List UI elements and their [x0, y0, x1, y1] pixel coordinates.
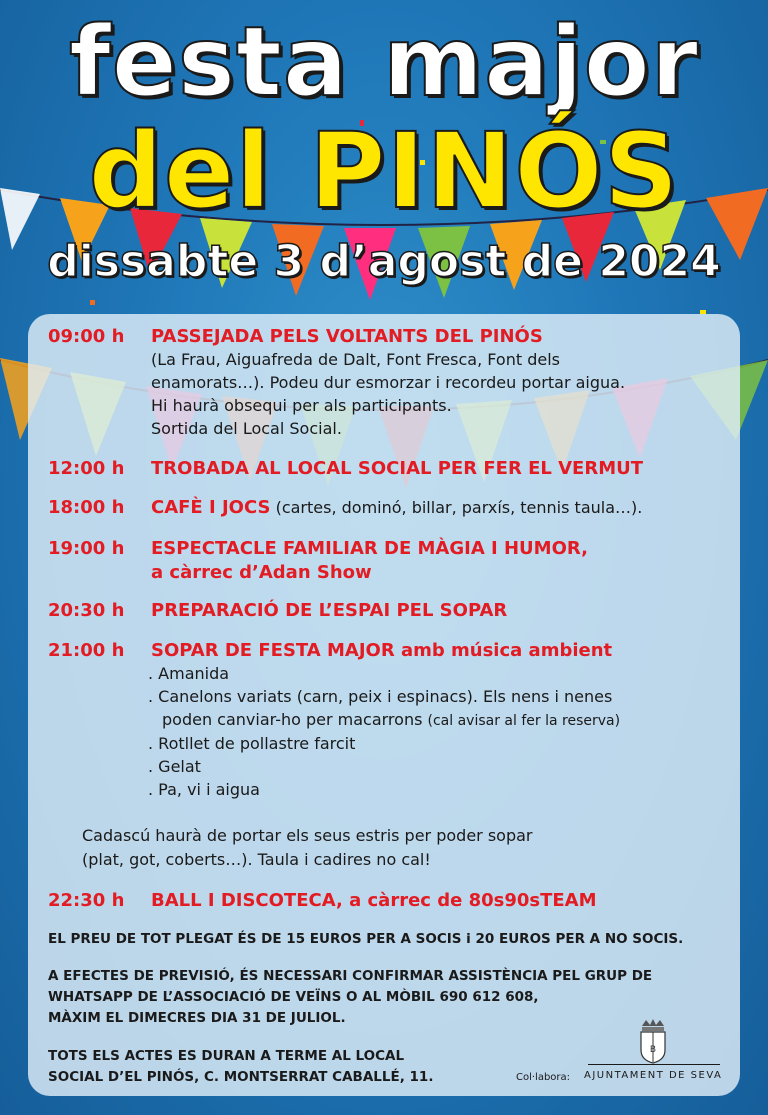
event-time: 21:00 h [48, 640, 125, 661]
sponsor-divider [588, 1064, 720, 1065]
menu-item: . Pa, vi i aigua [148, 780, 260, 799]
event-heading-line2: a càrrec d’Adan Show [151, 562, 372, 583]
event-heading: PASSEJADA PELS VOLTANTS DEL PINÓS [151, 326, 543, 347]
event-time: 22:30 h [48, 890, 125, 911]
menu-item-note: (cal avisar al fer la reserva) [427, 713, 621, 729]
event-heading: PREPARACIÓ DE L’ESPAI PEL SOPAR [151, 600, 508, 621]
event-heading: SOPAR DE FESTA MAJOR amb música ambient [151, 640, 613, 661]
event-time: 19:00 h [48, 538, 125, 559]
event-time: 20:30 h [48, 600, 125, 621]
event-heading-detail: (cartes, dominó, billar, parxís, tennis taula…). [270, 498, 643, 517]
event-time: 09:00 h [48, 326, 125, 347]
menu-item: . Rotllet de pollastre farcit [148, 734, 356, 753]
collab-label: Col·labora: [516, 1072, 571, 1083]
title-festa-major: festa major [68, 6, 700, 118]
dinner-note: (plat, got, coberts…). Taula i cadires no cal! [82, 850, 431, 869]
menu-item: . Canelons variats (carn, peix i espinacs). Els nens i nenes [148, 687, 613, 706]
menu-item: . Amanida [148, 664, 230, 683]
event-heading-text: CAFÈ I JOCS [151, 497, 271, 518]
event-heading [151, 497, 642, 518]
event-detail: Hi haurà obsequi per als participants. [151, 396, 452, 415]
event-time: 18:00 h [48, 497, 125, 518]
dinner-note: Cadascú haurà de portar els seus estris per poder sopar [82, 826, 533, 845]
event-detail: enamorats…). Podeu dur esmorzar i recordeu portar aigua. [151, 373, 626, 392]
booking-notice: A EFECTES DE PREVISIÓ, ÉS NECESSARI CONFIRMAR ASSISTÈNCIA PEL GRUP DE [48, 968, 653, 984]
svg-text:B: B [649, 1045, 657, 1055]
title-del-pinos: del PINÓS [88, 110, 680, 232]
event-heading: ESPECTACLE FAMILIAR DE MÀGIA I HUMOR, [151, 538, 588, 559]
price-info: EL PREU DE TOT PLEGAT ÉS DE 15 EUROS PER A SOCIS i 20 EUROS PER A NO SOCIS. [48, 931, 684, 947]
event-heading: BALL I DISCOTECA, a càrrec de 80s90sTEAM [151, 890, 597, 911]
event-time: 12:00 h [48, 458, 125, 479]
event-date: dissabte 3 d’agost de 2024 [47, 236, 721, 287]
event-heading: TROBADA AL LOCAL SOCIAL PER FER EL VERMUT [151, 458, 644, 479]
sponsor-name: AJUNTAMENT DE SEVA [584, 1070, 723, 1081]
booking-notice: WHATSAPP DE L’ASSOCIACIÓ DE VEÏNS O AL MÒBIL 690 612 608, [48, 989, 539, 1005]
municipal-crest-icon [636, 1018, 670, 1064]
event-detail: Sortida del Local Social. [151, 419, 342, 438]
booking-notice: MÀXIM EL DIMECRES DIA 31 DE JULIOL. [48, 1010, 346, 1026]
location-info: SOCIAL D’EL PINÓS, C. MONTSERRAT CABALLÉ, 11. [48, 1069, 434, 1085]
menu-item-cont [162, 710, 620, 729]
menu-item-cont-text: poden canviar-ho per macarrons [162, 710, 423, 729]
menu-item: . Gelat [148, 757, 201, 776]
event-detail: (La Frau, Aiguafreda de Dalt, Font Fresca, Font dels [151, 350, 560, 369]
location-info: TOTS ELS ACTES ES DURAN A TERME AL LOCAL [48, 1048, 405, 1064]
